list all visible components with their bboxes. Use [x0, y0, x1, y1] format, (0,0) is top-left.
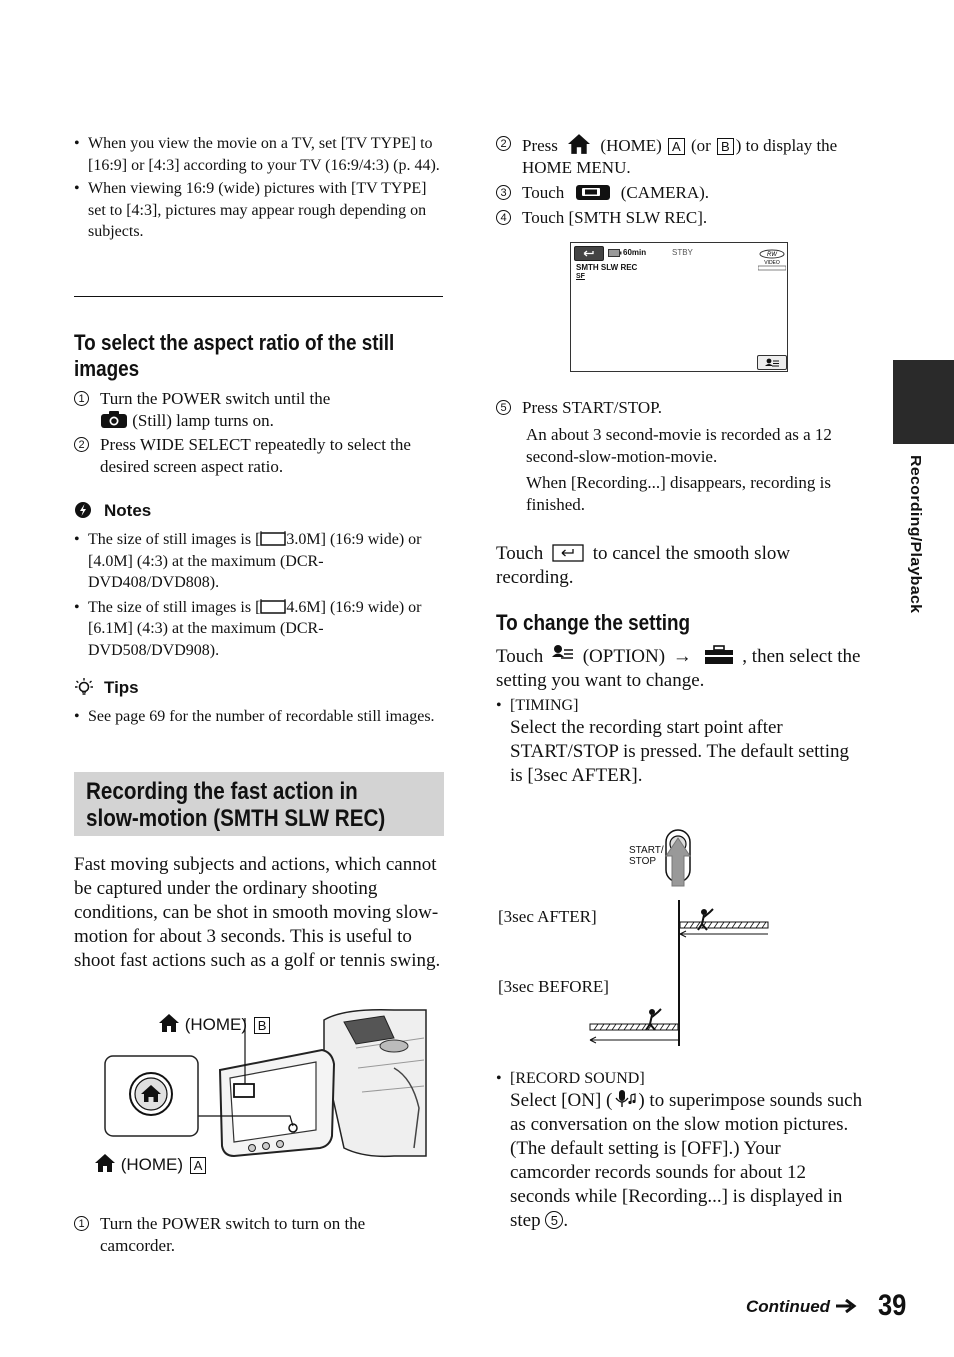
notes-header — [74, 501, 151, 521]
step1-text: Turn the POWER switch to turn on the camcorder. — [100, 1214, 366, 1255]
intro-bullets — [74, 133, 444, 243]
tip-item: • See page 69 for the number of recordable still images. — [74, 706, 444, 728]
letter-a-box: A — [668, 138, 685, 155]
sound-item — [496, 1068, 866, 1090]
lightbulb-icon — [74, 677, 94, 697]
step-2 — [496, 133, 866, 179]
step2-rest: ) to display the HOME MENU. — [522, 136, 838, 177]
lcd-option-button[interactable] — [757, 355, 787, 370]
aspect-heading: To select the aspect ratio of the still images — [74, 330, 395, 381]
section-body: Fast moving subjects and actions, which cannot be captured under the ordinary shooting conditions, can be shot in smooth moving slow-motion for about 3 seconds. This is useful to shoot fast actions such as a golf or tennis swing. — [74, 854, 441, 971]
return-button-icon — [552, 544, 584, 562]
home-b-text: (HOME) — [184, 1015, 248, 1034]
lcd-screen — [570, 242, 788, 372]
microphone-icon — [612, 1089, 638, 1109]
notes-list — [74, 529, 444, 661]
before-label: [3sec BEFORE] — [498, 977, 609, 996]
home-a-text: (HOME) — [120, 1155, 184, 1174]
home-icon — [566, 133, 592, 155]
step3-camera: (CAMERA). — [620, 183, 710, 202]
step-number-5: 5 — [545, 1211, 563, 1229]
section-label: Recording/Playback — [907, 455, 924, 614]
step-4 — [496, 207, 866, 229]
timing-desc: Select the recording start point after START/STOP is pressed. The default setting is [3sec AFTER]. — [510, 717, 849, 786]
wide-frame-icon — [260, 599, 286, 614]
step5-para-1: An about 3 second-movie is recorded as a 12 second-slow-motion-movie. — [526, 425, 832, 466]
aspect-step1-text-a: Turn the POWER switch until the — [100, 389, 331, 408]
cancel-instruction — [496, 542, 866, 590]
sound-desc-c: . — [563, 1210, 569, 1231]
step-number-5: 5 — [496, 400, 511, 415]
step2-home: (HOME) — [600, 136, 662, 155]
return-icon — [575, 247, 603, 260]
aspect-step-2 — [74, 434, 444, 478]
svg-text:RW: RW — [767, 252, 777, 258]
aspect-step2-text: Press WIDE SELECT repeatedly to select the desired screen aspect ratio. — [100, 435, 411, 476]
home-a-label — [94, 1153, 208, 1175]
step-number-2: 2 — [496, 136, 511, 151]
step-number-1: 1 — [74, 1216, 89, 1231]
change-heading: To change the setting — [496, 610, 691, 635]
lcd-sub: SF — [576, 273, 585, 280]
step-3 — [496, 182, 866, 204]
timing-label: • [TIMING] — [496, 695, 866, 717]
sound-label: • [RECORD SOUND] — [496, 1068, 866, 1090]
option-icon — [551, 644, 575, 664]
tips-header — [74, 677, 139, 698]
battery-icon — [608, 249, 622, 257]
section-tab — [893, 360, 954, 444]
toolbox-icon — [704, 645, 734, 665]
disc-rw-icon — [758, 249, 786, 271]
letter-b-box: B — [717, 138, 734, 155]
camera-tab-icon — [575, 183, 611, 201]
aspect-steps — [74, 388, 444, 478]
option-icon — [758, 356, 786, 369]
left-step-1 — [74, 1213, 444, 1257]
cancel-rest: to cancel the smooth slow recording. — [496, 543, 791, 588]
aspect-step-1 — [74, 388, 444, 432]
change-option: (OPTION) — [582, 646, 666, 667]
note2-text-b: 4.6M] (16:9 wide) or [6.1M] (4:3) at the maximum (DCR-DVD508/DVD908). — [88, 598, 422, 659]
note-item — [74, 529, 444, 594]
notes-title: Notes — [104, 501, 152, 520]
notes-icon — [74, 501, 92, 519]
aspect-step1-text-b: (Still) lamp turns on. — [132, 411, 274, 430]
sound-desc-b: ) to superimpose sounds such as conversation on the slow motion pictures. (The default setting is [OFF].) Your camcorder records sounds for about 12 seconds while [Recording...] is displayed in step — [510, 1090, 863, 1231]
tips-list — [74, 706, 444, 728]
home-icon — [94, 1153, 116, 1173]
step-number-2: 2 — [74, 437, 89, 452]
step2-press: Press — [522, 136, 558, 155]
lcd-time: 60min — [623, 248, 647, 257]
return-button[interactable] — [574, 246, 604, 261]
sound-desc — [510, 1089, 865, 1233]
timing-item — [496, 695, 866, 717]
step-number-4: 4 — [496, 210, 511, 225]
camera-icon — [100, 410, 128, 429]
letter-b-box: B — [254, 1017, 271, 1034]
divider — [74, 296, 443, 297]
arrow-right-icon: → — [672, 646, 692, 667]
page-number: 39 — [878, 1289, 907, 1322]
home-icon — [158, 1013, 180, 1033]
step-1 — [74, 1213, 444, 1257]
continued-text: Continued — [746, 1297, 831, 1316]
step-5 — [496, 397, 864, 419]
tips-title: Tips — [104, 678, 139, 697]
cancel-touch: Touch — [496, 543, 544, 564]
step4-text: Touch [SMTH SLW REC]. — [522, 208, 708, 227]
home-b-label — [158, 1013, 272, 1035]
note1-text-a: The size of still images is [ — [88, 531, 261, 548]
continued-label — [746, 1297, 859, 1317]
note-item — [74, 597, 444, 662]
step-number-3: 3 — [496, 185, 511, 200]
svg-text:VIDEO: VIDEO — [764, 260, 780, 266]
after-label: [3sec AFTER] — [498, 907, 597, 926]
intro-bullet: • When you view the movie on a TV, set [TV TYPE] to [16:9] or [4:3] according to your TV (16:9/4:3) (p. 44). — [74, 133, 444, 176]
step2-or: (or — [690, 136, 711, 155]
timing-diagram — [580, 826, 780, 1052]
section-title-line-1: Recording the fast action in — [86, 778, 358, 805]
wide-frame-icon — [260, 531, 286, 546]
change-instruction — [496, 644, 866, 693]
step3-touch: Touch — [522, 183, 565, 202]
letter-a-box: A — [190, 1157, 207, 1174]
intro-bullet: • When viewing 16:9 (wide) pictures with [TV TYPE] set to [4:3], pictures may appear rough depending on subjects. — [74, 178, 444, 243]
sound-desc-a: Select [ON] ( — [510, 1090, 613, 1111]
step-5-block — [496, 397, 864, 516]
lcd-status: STBY — [672, 248, 693, 257]
change-touch: Touch — [496, 646, 544, 667]
step-number-1: 1 — [74, 391, 89, 406]
note1-text-b: 3.0M] (16:9 wide) or [4.0M] (4:3) at the maximum (DCR-DVD408/DVD808). — [88, 531, 422, 591]
note2-text-a: The size of still images is [ — [88, 598, 261, 616]
arrow-right-icon — [835, 1299, 859, 1313]
section-title-line-2: slow-motion (SMTH SLW REC) — [86, 805, 386, 832]
lcd-mode: SMTH SLW REC — [576, 263, 638, 272]
section-title — [86, 778, 447, 832]
change-rest: , then select the setting you want to change. — [496, 646, 861, 691]
step5-para-2: When [Recording...] disappears, recording is finished. — [526, 473, 831, 514]
step5-text: Press START/STOP. — [522, 398, 662, 417]
right-steps — [496, 133, 866, 229]
start-stop-label: START/ STOP — [629, 845, 664, 867]
